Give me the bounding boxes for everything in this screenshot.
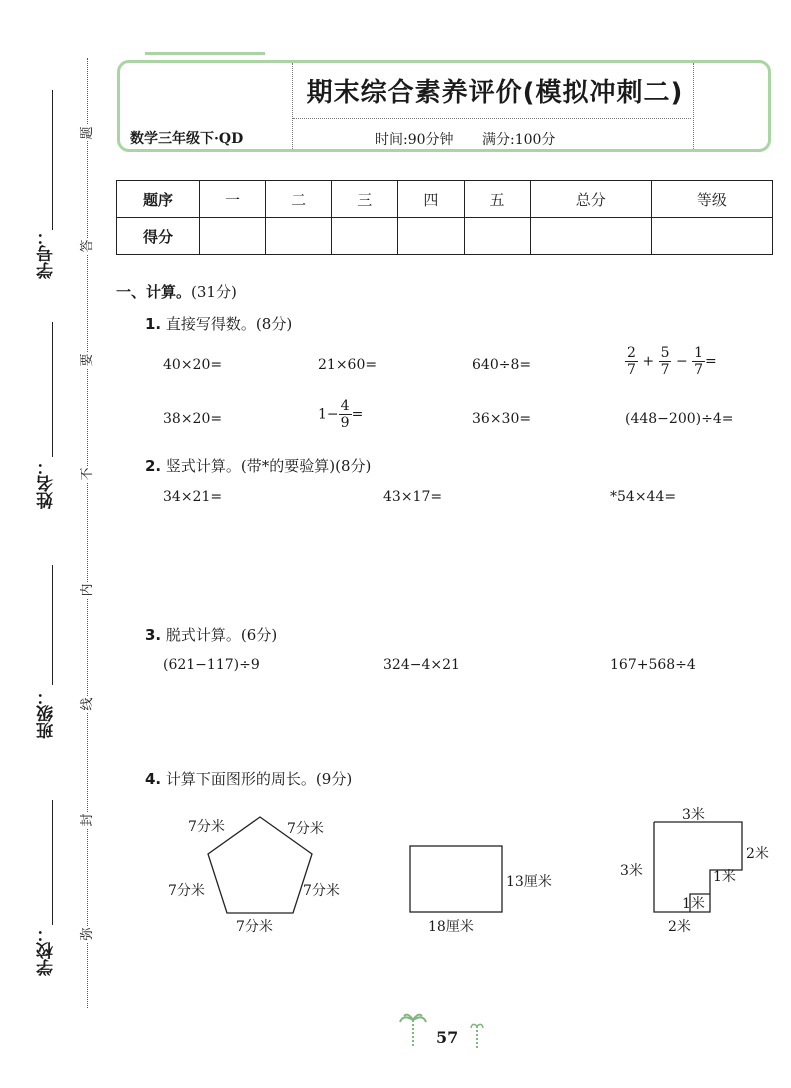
calc-item: 36×30= (472, 411, 532, 427)
shape-step-height-label: 1米 (682, 896, 705, 912)
fraction: $\frac{4}{9}$ (340, 398, 350, 431)
row-header: 题序 (117, 181, 200, 218)
calc-item: 34×21= (163, 489, 223, 505)
notice-char: 线 (80, 697, 95, 711)
pentagon-side-label: 7分米 (236, 919, 273, 935)
question-4 (145, 768, 352, 789)
notice-char: 答 (80, 239, 95, 253)
rectangle-figure (408, 844, 504, 914)
pentagon-side-label: 7分米 (188, 819, 225, 835)
question-text: 脱式计算。(6分) (165, 626, 278, 644)
question-text: 竖式计算。(带*的要验算)(8分) (165, 457, 372, 475)
shape-right-label: 2米 (746, 846, 769, 862)
calc-item: 21×60= (318, 357, 378, 373)
exam-meta (375, 129, 579, 149)
shape-top-label: 3米 (682, 807, 705, 823)
binding-dotted-line (87, 58, 88, 1008)
fraction: $\frac{2}{7}$ (627, 345, 636, 378)
shape-step-width-label: 1米 (713, 869, 736, 885)
class-label: 班级： (37, 688, 57, 739)
score-cell[interactable] (651, 218, 772, 255)
palm-tree-icon (398, 1010, 428, 1050)
page-number: 57 (436, 1028, 459, 1047)
fraction-calc-item: $\frac{2}{7}$ + $\frac{5}{7}$ − $\frac{1}{7}$ = (627, 345, 717, 378)
calc-item: 167+568÷4 (610, 657, 696, 673)
calc-item: 40×20= (163, 357, 223, 373)
calc-item: 640÷8= (472, 357, 532, 373)
pentagon-side-label: 7分米 (287, 821, 324, 837)
shape-left-label: 3米 (620, 863, 643, 879)
student-id-line (52, 90, 53, 230)
question-2 (145, 455, 371, 476)
column-header: 三 (332, 181, 398, 218)
palm-tree-icon (470, 1020, 484, 1050)
pentagon-side-label: 7分米 (168, 883, 205, 899)
section-heading (116, 281, 237, 302)
score-cell[interactable] (200, 218, 266, 255)
row-header: 得分 (117, 218, 200, 255)
rectangle-height-label: 13厘米 (506, 874, 552, 890)
section-title: 一、计算。 (116, 283, 192, 301)
question-1 (145, 313, 292, 334)
notice-char: 封 (80, 813, 95, 827)
column-header: 等级 (651, 181, 772, 218)
score-cell[interactable] (530, 218, 651, 255)
notice-char: 弥 (80, 927, 95, 941)
notice-char: 内 (80, 583, 95, 597)
calc-item: (621−117)÷9 (163, 657, 260, 673)
page-title: 期末综合素养评价(模拟冲刺二) (306, 78, 684, 108)
fraction: $\frac{1}{7}$ (694, 345, 704, 378)
column-header: 一 (200, 181, 266, 218)
class-line (52, 565, 53, 685)
pentagon-side-label: 7分米 (303, 883, 340, 899)
score-cell[interactable] (398, 218, 464, 255)
school-line (52, 800, 53, 925)
score-table (116, 180, 773, 255)
question-text: 直接写得数。(8分) (165, 315, 293, 333)
notice-char: 不 (80, 467, 95, 481)
calc-item: 38×20= (163, 411, 223, 427)
question-number: 3. (145, 626, 162, 644)
score-cell[interactable] (464, 218, 530, 255)
question-number: 1. (145, 315, 162, 333)
question-number: 4. (145, 770, 162, 788)
full-score: 满分:100分 (481, 132, 556, 148)
rectangle-width-label: 18厘米 (428, 919, 474, 935)
question-number: 2. (145, 457, 162, 475)
column-header: 四 (398, 181, 464, 218)
school-label: 学校： (37, 925, 57, 976)
name-label: 姓名： (37, 458, 57, 509)
question-3 (145, 624, 277, 645)
time-limit: 时间:90分钟 (375, 132, 454, 148)
fraction-calc-item: 1− $\frac{4}{9}$ = (318, 398, 364, 431)
score-cell[interactable] (332, 218, 398, 255)
calc-item: 324−4×21 (383, 657, 460, 673)
notice-char: 要 (80, 353, 95, 367)
student-id-label: 学号： (37, 228, 57, 279)
table-row (117, 181, 773, 218)
column-header: 总分 (530, 181, 651, 218)
notice-char: 题 (80, 126, 95, 140)
shape-bottom-label: 2米 (668, 919, 691, 935)
subject-label: 数学三年级下·QD (130, 131, 244, 147)
name-line (52, 322, 53, 457)
header-divider (293, 118, 691, 119)
fraction: $\frac{5}{7}$ (660, 345, 670, 378)
calc-item: 43×17= (383, 489, 443, 505)
section-points: (31分) (191, 283, 237, 301)
calc-item: (448−200)÷4= (625, 411, 734, 427)
column-header: 二 (266, 181, 332, 218)
question-text: 计算下面图形的周长。(9分) (165, 770, 353, 788)
table-row (117, 218, 773, 255)
calc-item: *54×44= (610, 489, 677, 505)
column-header: 五 (464, 181, 530, 218)
score-cell[interactable] (266, 218, 332, 255)
